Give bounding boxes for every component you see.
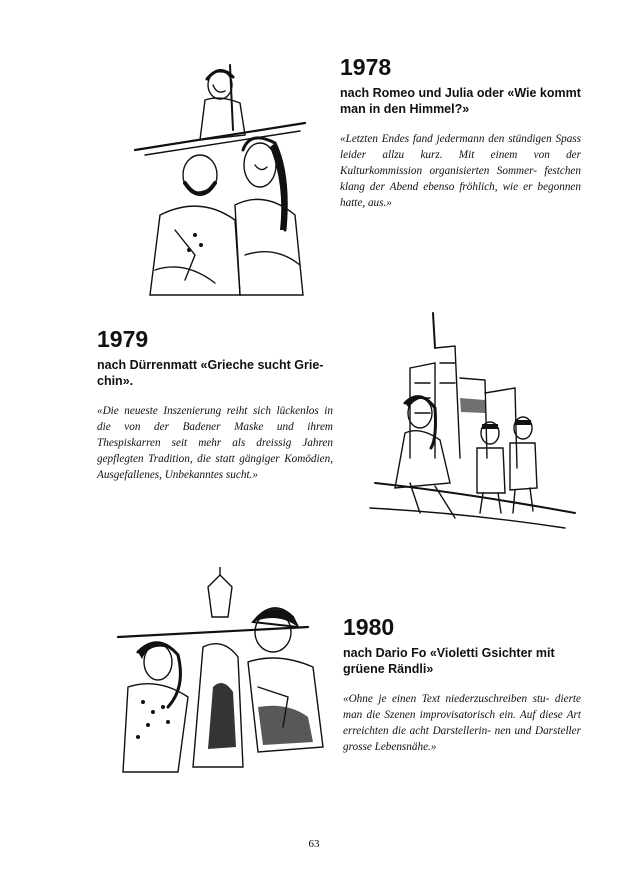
illustration-1980 [108, 567, 333, 777]
entry-1978 [340, 56, 581, 211]
play-subtitle: nach Romeo und Julia oder «Wie kommt man in den Himmel?» [340, 86, 581, 116]
year-heading: 1979 [97, 326, 149, 352]
entry-1980 [343, 616, 581, 755]
review-quote: «Letzten Endes fand jedermann den stündigen Spass leider allzu kurz. Mit einem von der Kulturkommission organisierten Sommer- festchen klang der Abend ebenso fröhlich, wie er begonnen hatte, aus.» [340, 133, 581, 209]
illustration-1979 [365, 308, 580, 538]
page-number: 63 [308, 838, 320, 850]
year-heading: 1980 [343, 614, 395, 640]
entry-1979 [97, 328, 333, 483]
year-heading: 1978 [340, 54, 392, 80]
illustration-1978 [125, 55, 315, 300]
play-subtitle: nach Dürrenmatt «Grieche sucht Grie- chin». [97, 358, 324, 388]
review-quote: «Die neueste Inszenierung reiht sich lückenlos in die von der Badener Maske und ihrem Thespiskarren seit mehr als dreissig Jahren gepflegten Tradition, die statt gängiger Komödien, Ausgefallenes, Unbekanntes sucht.» [97, 405, 333, 481]
review-quote: «Ohne je einen Text niederzuschreiben stu- dierte man die Szenen improvisatorisch ein. Auf diese Art erreichten die acht Darstellerin- nen und Darsteller grosse Lebensnähe.» [343, 693, 581, 753]
play-subtitle: nach Dario Fo «Violetti Gsichter mit grüene Rändli» [343, 646, 555, 676]
